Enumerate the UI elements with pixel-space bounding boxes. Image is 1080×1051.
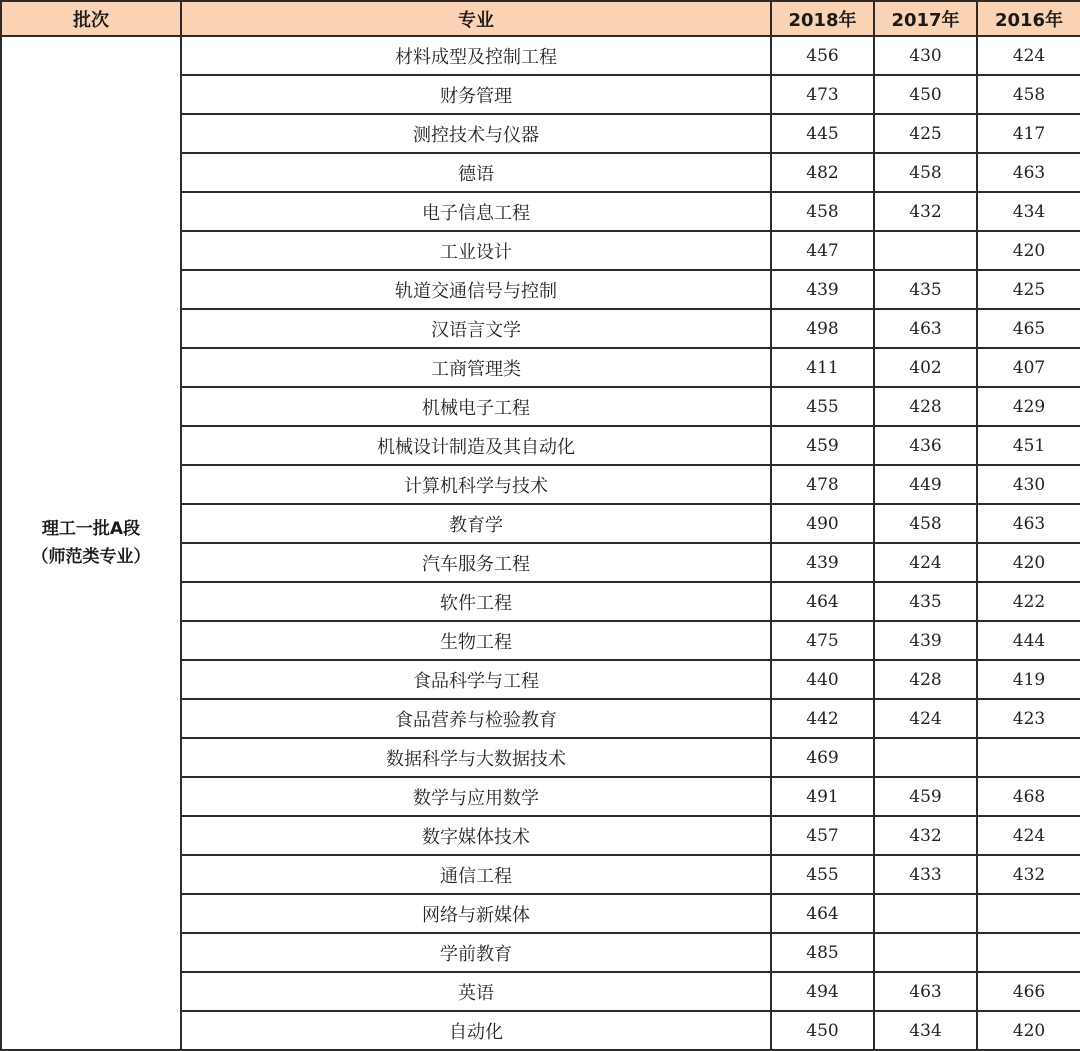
major-cell: 德语 [181,153,771,192]
score-2018-cell: 411 [771,348,874,387]
major-cell: 工商管理类 [181,348,771,387]
score-2017-cell: 439 [874,621,977,660]
major-cell: 测控技术与仪器 [181,114,771,153]
batch-category: （师范类专业） [31,547,151,567]
major-cell: 数据科学与大数据技术 [181,738,771,777]
score-2018-cell: 469 [771,738,874,777]
major-cell: 英语 [181,972,771,1011]
score-2016-cell: 407 [977,348,1080,387]
major-cell: 生物工程 [181,621,771,660]
score-2017-cell: 463 [874,309,977,348]
score-2017-cell [874,738,977,777]
major-cell: 食品营养与检验教育 [181,699,771,738]
major-cell: 教育学 [181,504,771,543]
score-2017-cell: 433 [874,855,977,894]
score-2016-cell: 424 [977,816,1080,855]
score-2017-cell: 434 [874,1011,977,1050]
score-2017-cell: 463 [874,972,977,1011]
score-2017-cell: 435 [874,582,977,621]
score-2018-cell: 442 [771,699,874,738]
score-2016-cell: 434 [977,192,1080,231]
score-2017-cell: 402 [874,348,977,387]
score-2017-cell: 430 [874,36,977,75]
header-batch: 批次 [1,1,181,36]
score-2016-cell: 463 [977,504,1080,543]
major-cell: 学前教育 [181,933,771,972]
batch-name: 理工一批A段 [41,519,141,539]
score-2018-cell: 482 [771,153,874,192]
header-major: 专业 [181,1,771,36]
table-row [1,36,1080,75]
score-2018-cell: 490 [771,504,874,543]
score-2017-cell [874,933,977,972]
major-cell: 计算机科学与技术 [181,465,771,504]
major-cell: 汽车服务工程 [181,543,771,582]
score-2018-cell: 455 [771,855,874,894]
score-2016-cell: 466 [977,972,1080,1011]
score-2018-cell: 450 [771,1011,874,1050]
score-2018-cell: 445 [771,114,874,153]
score-2018-cell: 473 [771,75,874,114]
score-2017-cell: 459 [874,777,977,816]
score-2018-cell: 464 [771,894,874,933]
score-2016-cell: 419 [977,660,1080,699]
score-2016-cell: 420 [977,1011,1080,1050]
score-2016-cell: 417 [977,114,1080,153]
score-2017-cell: 458 [874,504,977,543]
score-2016-cell: 423 [977,699,1080,738]
major-cell: 机械电子工程 [181,387,771,426]
score-2017-cell: 424 [874,543,977,582]
score-2016-cell: 422 [977,582,1080,621]
major-cell: 机械设计制造及其自动化 [181,426,771,465]
score-2017-cell: 436 [874,426,977,465]
score-2018-cell: 457 [771,816,874,855]
score-2016-cell: 424 [977,36,1080,75]
score-2017-cell: 458 [874,153,977,192]
score-2018-cell: 478 [771,465,874,504]
major-cell: 自动化 [181,1011,771,1050]
score-2016-cell: 463 [977,153,1080,192]
score-2018-cell: 440 [771,660,874,699]
major-cell: 通信工程 [181,855,771,894]
major-cell: 汉语言文学 [181,309,771,348]
score-2016-cell: 430 [977,465,1080,504]
score-2017-cell [874,894,977,933]
score-2016-cell [977,894,1080,933]
score-2018-cell: 439 [771,543,874,582]
score-2016-cell: 458 [977,75,1080,114]
major-cell: 电子信息工程 [181,192,771,231]
header-2016: 2016年 [977,1,1080,36]
score-2017-cell: 449 [874,465,977,504]
score-2016-cell: 451 [977,426,1080,465]
score-2018-cell: 491 [771,777,874,816]
major-cell: 工业设计 [181,231,771,270]
score-2017-cell: 428 [874,387,977,426]
header-row [1,1,1080,36]
score-2018-cell: 456 [771,36,874,75]
major-cell: 食品科学与工程 [181,660,771,699]
score-2017-cell: 428 [874,660,977,699]
batch-cell [1,36,181,1050]
major-cell: 轨道交通信号与控制 [181,270,771,309]
score-2017-cell: 424 [874,699,977,738]
score-2017-cell [874,231,977,270]
score-2016-cell: 444 [977,621,1080,660]
score-2018-cell: 498 [771,309,874,348]
header-2017: 2017年 [874,1,977,36]
score-2017-cell: 425 [874,114,977,153]
score-2016-cell: 432 [977,855,1080,894]
score-2018-cell: 485 [771,933,874,972]
score-2018-cell: 439 [771,270,874,309]
score-2017-cell: 450 [874,75,977,114]
score-2018-cell: 459 [771,426,874,465]
score-2016-cell: 425 [977,270,1080,309]
score-2016-cell: 465 [977,309,1080,348]
score-2018-cell: 464 [771,582,874,621]
score-2016-cell [977,933,1080,972]
score-2018-cell: 447 [771,231,874,270]
score-2018-cell: 455 [771,387,874,426]
major-cell: 数字媒体技术 [181,816,771,855]
score-2018-cell: 494 [771,972,874,1011]
score-2016-cell: 420 [977,231,1080,270]
score-2017-cell: 432 [874,816,977,855]
score-2018-cell: 458 [771,192,874,231]
header-2018: 2018年 [771,1,874,36]
score-2017-cell: 432 [874,192,977,231]
score-2016-cell: 429 [977,387,1080,426]
score-2017-cell: 435 [874,270,977,309]
major-cell: 软件工程 [181,582,771,621]
major-cell: 材料成型及控制工程 [181,36,771,75]
major-cell: 数学与应用数学 [181,777,771,816]
score-2018-cell: 475 [771,621,874,660]
major-cell: 网络与新媒体 [181,894,771,933]
score-2016-cell: 420 [977,543,1080,582]
score-2016-cell: 468 [977,777,1080,816]
score-2016-cell [977,738,1080,777]
major-cell: 财务管理 [181,75,771,114]
